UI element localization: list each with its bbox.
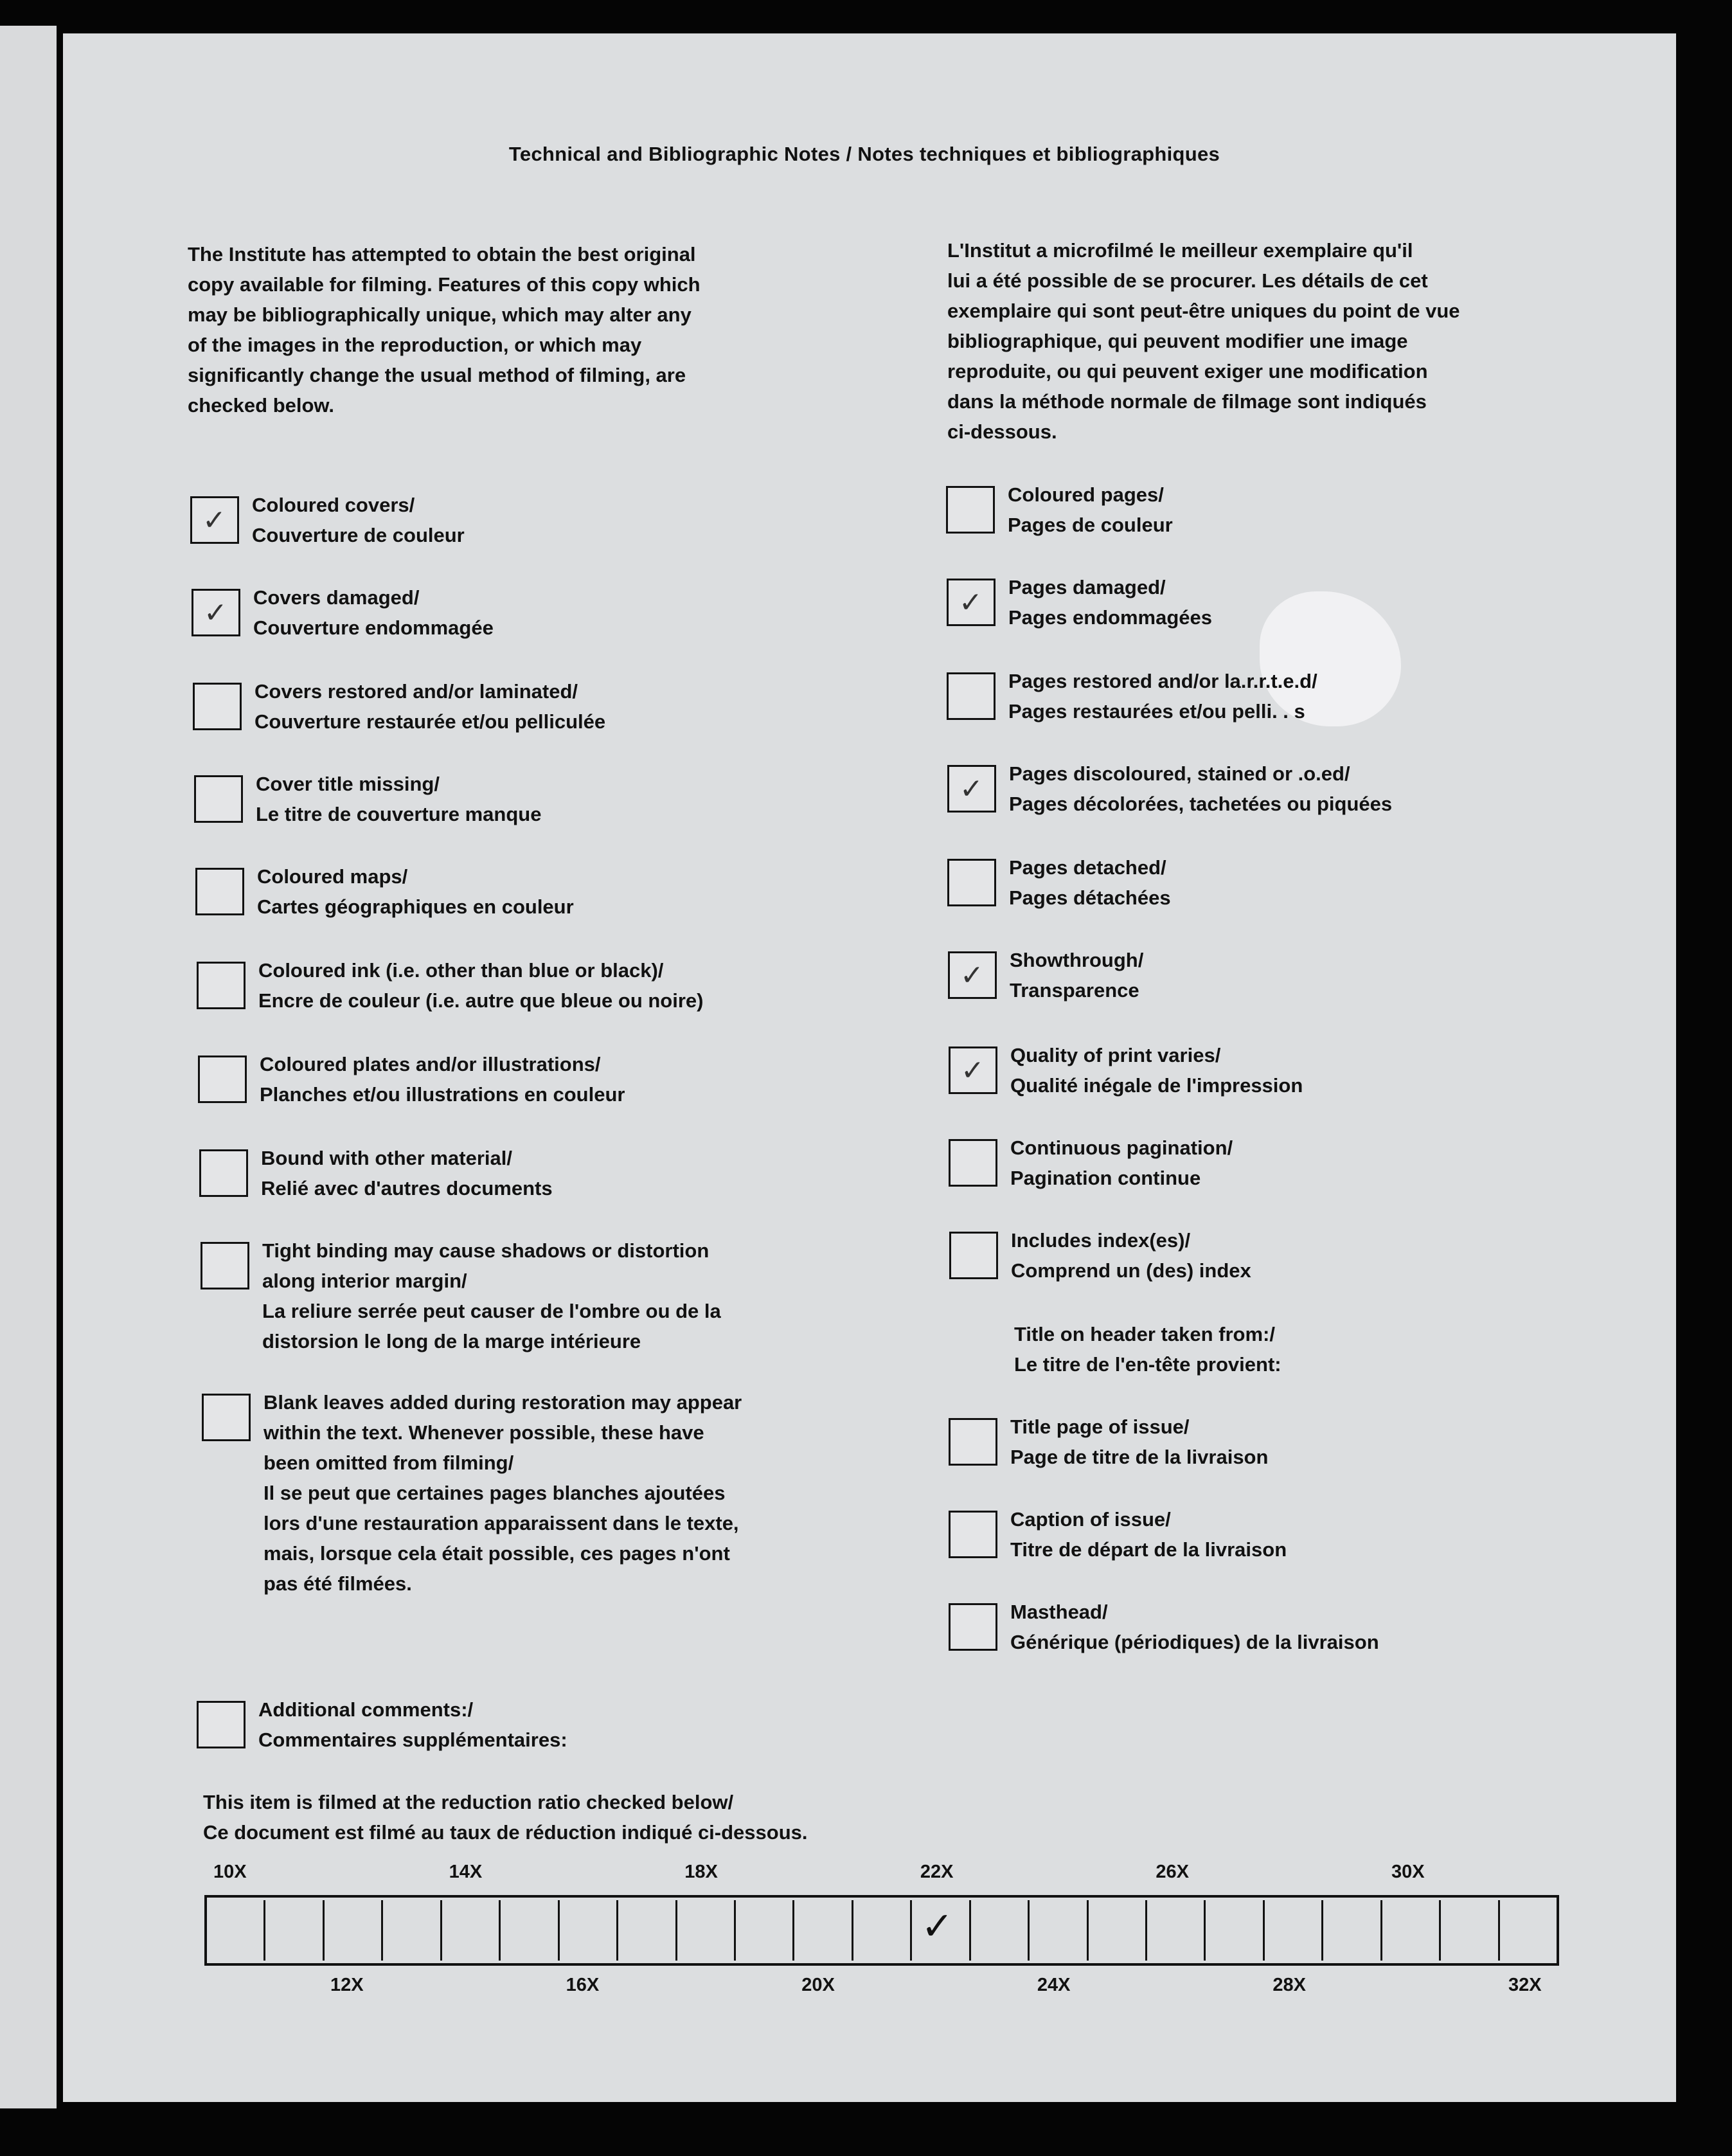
scale-tick-label: 16X — [566, 1975, 600, 1995]
scale-cell[interactable] — [1323, 1900, 1382, 1961]
scale-tick-label: 30X — [1391, 1862, 1425, 1882]
scale-cell[interactable] — [325, 1900, 383, 1961]
scale-tick-label: 32X — [1508, 1975, 1542, 1995]
checkbox[interactable] — [949, 1603, 997, 1651]
checkbox[interactable] — [946, 486, 995, 534]
scale-cell[interactable] — [1265, 1900, 1323, 1961]
scale-tick-label: 20X — [801, 1975, 835, 1995]
checkbox-label: Caption of issue/ Titre de départ de la livraison — [1010, 1508, 1287, 1561]
scale-cell[interactable] — [1441, 1900, 1499, 1961]
checkbox-label: Pages damaged/ Pages endommagées — [1008, 576, 1213, 629]
scale-cell[interactable] — [912, 1900, 970, 1961]
check-mark-icon: ✓ — [959, 586, 983, 619]
checkbox-label: Coloured ink (i.e. other than blue or black)/ Encre de couleur (i.e. autre que bleue ou noire) — [258, 959, 704, 1012]
intro-english: The Institute has attempted to obtain the best original copy available for filming. Features of this copy which may be bibliographically unique, which may alter any of the images in the reproduction, or which may significantly change the usual method of filming, are checked below. — [188, 243, 701, 417]
intro-french: L'Institut a microfilmé le meilleur exemplaire qu'il lui a été possible de se procurer. Les détails de cet exemplaire qui sont peut-être uniques du point de vue bibliographique, qui peuvent modifier une image reproduite, ou qui peuvent exiger une modification dans la méthode normale de filmage sont indiqués ci-dessous. — [947, 239, 1460, 443]
scale-cell[interactable] — [501, 1900, 559, 1961]
checkbox[interactable] — [949, 1047, 997, 1094]
adjacent-page-strip — [0, 26, 57, 2108]
scale-cell[interactable] — [265, 1900, 324, 1961]
checkbox-label: Showthrough/ Transparence — [1010, 949, 1144, 1002]
checkbox[interactable] — [197, 962, 246, 1009]
checkbox-label: Pages discoloured, stained or .o.ed/ Pages décolorées, tachetées ou piquées — [1009, 762, 1393, 815]
checkbox[interactable] — [949, 1139, 997, 1187]
checkbox-label: Coloured maps/ Cartes géographiques en couleur — [257, 865, 574, 918]
scale-tick-label: 18X — [684, 1862, 718, 1882]
scale-tick-label: 24X — [1037, 1975, 1071, 1995]
checkbox[interactable] — [947, 765, 996, 813]
checkbox[interactable] — [949, 1232, 998, 1279]
check-mark-icon: ✓ — [960, 959, 984, 992]
scale-tick-label: 28X — [1272, 1975, 1307, 1995]
check-mark-icon: ✓ — [961, 1054, 985, 1087]
scale-cell[interactable] — [383, 1900, 442, 1961]
checkbox-label: Pages restored and/or la.r.r.t.e.d/ Pages restaurées et/ou pelli. . s — [1008, 670, 1317, 723]
checkbox[interactable] — [202, 1394, 251, 1441]
check-mark-icon: ✓ — [204, 597, 228, 629]
scale-tick-label: 22X — [920, 1862, 954, 1882]
checkbox-label: Cover title missing/ Le titre de couverture manque — [256, 773, 542, 825]
checkbox-label: Blank leaves added during restoration may appear within the text. Whenever possible, these have been omitted from filming/ Il se peut que certaines pages blanches ajoutées lors d'une restauration apparaissent dans le texte, mais, lorsque cela était possible, ces pages n'ont pas été filmées. — [263, 1391, 742, 1595]
checkbox[interactable] — [199, 1149, 248, 1197]
checkbox-label: Bound with other material/ Relié avec d'autres documents — [261, 1147, 553, 1199]
checkbox[interactable] — [197, 1701, 246, 1748]
scale-cell[interactable] — [1030, 1900, 1088, 1961]
checkbox-label: Coloured covers/ Couverture de couleur — [252, 494, 465, 546]
checkbox-label: Coloured pages/ Pages de couleur — [1008, 483, 1173, 536]
checkbox-label: Masthead/ Générique (périodiques) de la livraison — [1010, 1601, 1379, 1653]
checkbox[interactable] — [192, 589, 240, 636]
checkbox-label: Coloured plates and/or illustrations/ Planches et/ou illustrations en couleur — [260, 1053, 625, 1106]
check-mark-icon: ✓ — [921, 1904, 954, 1949]
checkbox[interactable] — [947, 672, 995, 720]
scale-cell[interactable] — [794, 1900, 853, 1961]
checkbox-label: Tight binding may cause shadows or distortion along interior margin/ La reliure serrée peut causer de l'ombre ou de la distorsion le long de la marge intérieure — [262, 1239, 721, 1352]
scale-tick-label: 26X — [1156, 1862, 1190, 1882]
scale-tick-label: 10X — [213, 1862, 247, 1882]
checkbox[interactable] — [195, 868, 244, 915]
checkbox-label: Includes index(es)/ Comprend un (des) index — [1011, 1229, 1251, 1282]
checkbox[interactable] — [948, 951, 997, 999]
scale-cell[interactable] — [677, 1900, 736, 1961]
checkbox[interactable] — [949, 1418, 997, 1466]
reduction-note: This item is filmed at the reduction ratio checked below/ Ce document est filmé au taux de réduction indiqué ci-dessous. — [203, 1791, 808, 1844]
scale-cell[interactable] — [442, 1900, 501, 1961]
scale-cell[interactable] — [1206, 1900, 1264, 1961]
check-mark-icon: ✓ — [960, 773, 983, 805]
checkbox[interactable] — [201, 1242, 249, 1289]
scale-tick-label: 14X — [449, 1862, 483, 1882]
checkbox-label: Additional comments:/ Commentaires supplémentaires: — [258, 1698, 567, 1751]
checkbox-label: Title page of issue/ Page de titre de la livraison — [1010, 1415, 1269, 1468]
scale-cell[interactable] — [1147, 1900, 1206, 1961]
scale-cell[interactable] — [1089, 1900, 1147, 1961]
header-source-note: Title on header taken from:/ Le titre de l'en-tête provient: — [1014, 1323, 1281, 1376]
checkbox-label: Quality of print varies/ Qualité inégale de l'impression — [1010, 1044, 1303, 1097]
page-title: Technical and Bibliographic Notes / Notes techniques et bibliographiques — [508, 143, 1220, 165]
scale-cell[interactable] — [207, 1900, 265, 1961]
scale-cell[interactable] — [853, 1900, 912, 1961]
scale-cell[interactable] — [736, 1900, 794, 1961]
checkbox[interactable] — [198, 1056, 247, 1103]
scale-tick-label: 12X — [330, 1975, 364, 1995]
checkbox-label: Continuous pagination/ Pagination continue — [1010, 1136, 1233, 1189]
check-mark-icon: ✓ — [202, 504, 226, 537]
scale-cell[interactable] — [618, 1900, 677, 1961]
checkbox[interactable] — [949, 1511, 997, 1558]
checkbox[interactable] — [947, 579, 995, 626]
checkbox-label: Covers restored and/or laminated/ Couverture restaurée et/ou pelliculée — [254, 680, 606, 733]
checkbox-label: Pages detached/ Pages détachées — [1009, 856, 1171, 909]
reduction-ratio-scale — [204, 1895, 1559, 1966]
scale-cell[interactable] — [560, 1900, 618, 1961]
checkbox[interactable] — [194, 775, 243, 823]
checkbox[interactable] — [947, 859, 996, 906]
checkbox[interactable] — [193, 683, 242, 730]
checkbox[interactable] — [190, 496, 239, 544]
scale-cell[interactable] — [1382, 1900, 1441, 1961]
checkbox-label: Covers damaged/ Couverture endommagée — [253, 586, 494, 639]
scale-cell[interactable] — [971, 1900, 1030, 1961]
scale-cell[interactable] — [1500, 1900, 1557, 1961]
